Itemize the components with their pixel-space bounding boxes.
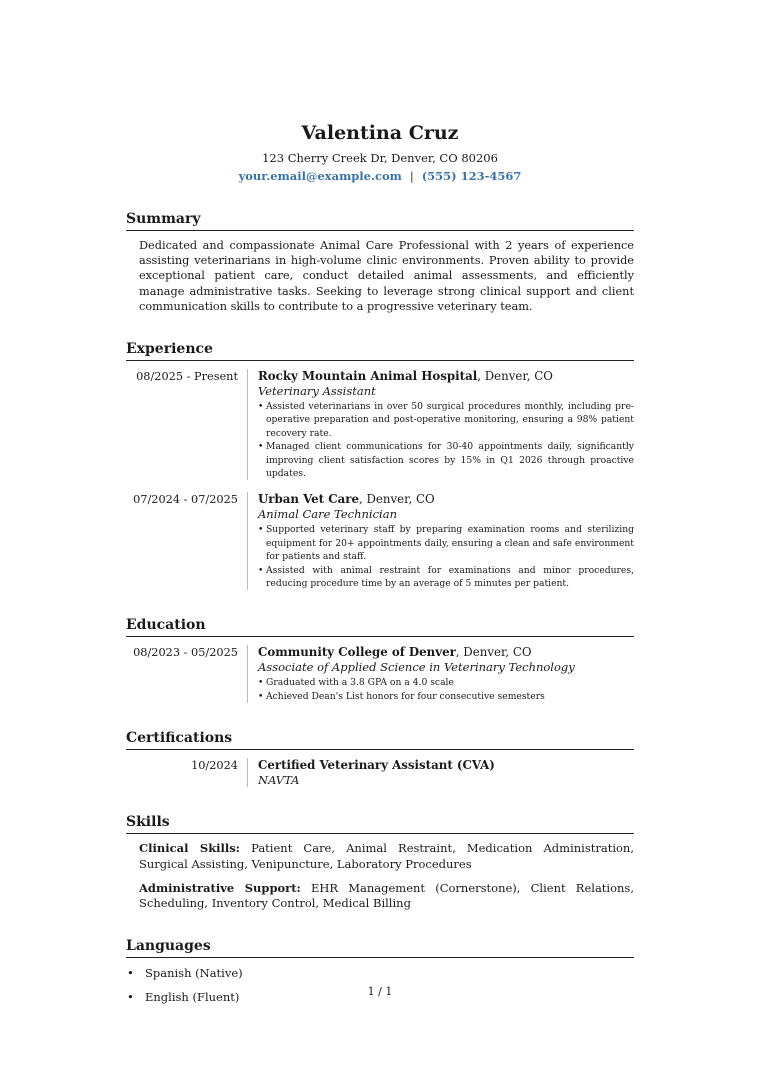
school-location: , Denver, CO	[455, 645, 532, 660]
bullet-item: • Assisted with animal restraint for examinations and minor procedures, reducing procedure time by an average of 5 minutes per patient.	[258, 564, 634, 591]
entry-date: 08/2023 - 05/2025	[133, 646, 238, 660]
entry-body	[247, 369, 634, 480]
bullet-item: • Managed client communications for 30-40 appointments daily, significantly improving client satisfaction scores by 15% in Q1 2026 through proactive updates.	[258, 440, 634, 480]
skill-category: Clinical Skills:	[139, 841, 240, 856]
language-item: • Spanish (Native)	[126, 966, 634, 981]
entry-date: 07/2024 - 07/2025	[133, 493, 238, 507]
entry-body	[247, 758, 634, 787]
skill-line	[139, 881, 634, 911]
employer-name: Rocky Mountain Animal Hospital	[258, 369, 478, 384]
bullet-item: • Achieved Dean's List honors for four consecutive semesters	[258, 690, 634, 703]
job-role: Animal Care Technician	[258, 507, 397, 522]
email-link[interactable]: your.email@example.com	[238, 169, 402, 183]
resume-page	[126, 120, 634, 1005]
candidate-name: Valentina Cruz	[301, 122, 459, 144]
education-entry	[126, 645, 634, 703]
certification-issuer: NAVTA	[258, 773, 300, 788]
skill-category: Administrative Support:	[139, 880, 301, 895]
certifications-section	[126, 729, 634, 787]
bullet-item: • Assisted veterinarians in over 50 surgical procedures monthly, including pre-operative preparation and post-operative monitoring, ensuring a 98% patient recovery rate.	[258, 400, 634, 440]
employer-location: , Denver, CO	[358, 492, 435, 507]
entry-title	[258, 645, 634, 660]
employer-location: , Denver, CO	[477, 369, 553, 384]
summary-section	[126, 210, 634, 314]
contact-separator: |	[409, 169, 414, 183]
school-name: Community College of Denver	[258, 645, 456, 660]
entry-date: 08/2025 - Present	[136, 370, 238, 384]
bullet-list	[258, 523, 634, 590]
experience-entry	[126, 369, 634, 480]
bullet-item: • Supported veterinary staff by preparing examination rooms and sterilizing equipment for 20+ appointments daily, ensuring a clean and safe environment for patients and staff.	[258, 523, 634, 563]
resume-header	[126, 120, 634, 184]
summary-text: Dedicated and compassionate Animal Care Professional with 2 years of experience assisting veterinarians in high-volume clinic environments. Proven ability to provide exceptional patient care, conduct detailed animal assessments, and efficiently manage administrative tasks. Seeking to leverage strong clinical support and client communication skills to contribute to a progressive veterinary team.	[139, 239, 634, 313]
certification-name: Certified Veterinary Assistant (CVA)	[258, 758, 495, 773]
entry-title	[258, 758, 634, 773]
experience-entry	[126, 492, 634, 590]
page-number: 1 / 1	[367, 985, 393, 998]
address: 123 Cherry Creek Dr, Denver, CO 80206	[262, 151, 498, 165]
language-item: • English (Fluent)	[126, 990, 634, 1005]
section-title-certifications: Certifications	[126, 729, 634, 750]
section-title-summary: Summary	[126, 210, 634, 231]
employer-name: Urban Vet Care	[258, 492, 359, 507]
entry-date: 10/2024	[191, 759, 238, 773]
entry-title	[258, 492, 634, 507]
job-role: Veterinary Assistant	[258, 384, 376, 399]
bullet-item: • Graduated with a 3.8 GPA on a 4.0 scale	[258, 676, 634, 689]
experience-section	[126, 340, 634, 590]
skill-list: Patient Care, Animal Restraint, Medication Administration, Surgical Assisting, Venipuncture, Laboratory Procedures	[139, 841, 634, 871]
section-title-skills: Skills	[126, 813, 634, 834]
bullet-list	[258, 400, 634, 480]
entry-title	[258, 369, 634, 384]
section-title-education: Education	[126, 616, 634, 637]
section-title-languages: Languages	[126, 937, 634, 958]
phone-link[interactable]: (555) 123-4567	[421, 169, 522, 183]
bullet-list	[258, 676, 634, 703]
skill-line	[139, 841, 634, 871]
section-title-experience: Experience	[126, 340, 634, 361]
skills-section	[126, 813, 634, 911]
certification-entry	[126, 758, 634, 787]
skill-list: EHR Management (Cornerstone), Client Relations, Scheduling, Inventory Control, Medical Billing	[139, 880, 634, 910]
education-section	[126, 616, 634, 703]
entry-body	[247, 492, 634, 590]
contact-line	[126, 168, 634, 184]
entry-body	[247, 645, 634, 703]
degree: Associate of Applied Science in Veterinary Technology	[258, 660, 575, 675]
